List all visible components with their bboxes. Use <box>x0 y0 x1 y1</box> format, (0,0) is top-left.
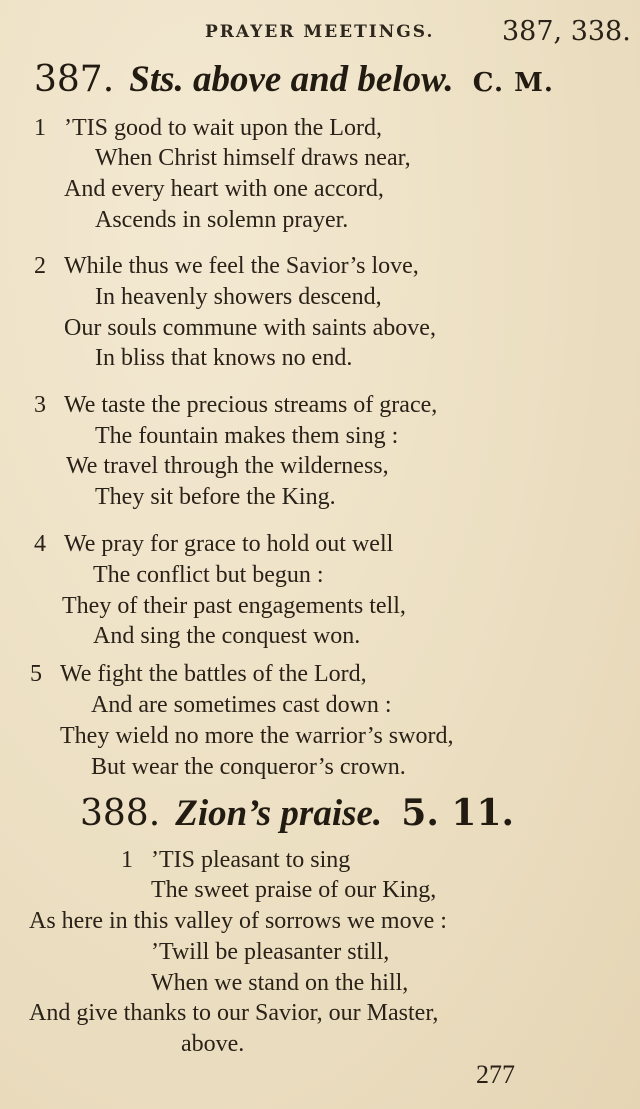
hymn-387-number: 387. <box>34 59 115 100</box>
hymn-387-line <box>95 423 398 450</box>
hymn-387-line <box>91 754 406 781</box>
verse-text: We pray for grace to hold out well <box>64 531 394 557</box>
verse-number: 2 <box>34 253 46 279</box>
verse-text: We taste the precious streams of grace, <box>64 392 438 418</box>
hymn-387-title: Sts. above and below. <box>129 59 454 100</box>
verse-text: Ascends in solemn prayer. <box>95 207 349 233</box>
verse-text: As here in this valley of sorrows we move : <box>29 908 447 934</box>
hymn-387-line <box>66 453 389 480</box>
hymn-388-heading <box>80 792 514 835</box>
hymn-387-line <box>34 115 382 142</box>
hymn-388-line <box>29 1000 438 1027</box>
running-head: PRAYER MEETINGS. <box>205 22 435 42</box>
hymn-387-line <box>34 253 419 280</box>
hymn-388-title: Zion’s praise. <box>175 793 383 834</box>
verse-text: ’TIS pleasant to sing <box>151 847 351 873</box>
page-number: 277 <box>476 1060 515 1089</box>
verse-text: Our souls commune with saints above, <box>64 315 436 341</box>
hymn-387-line <box>95 484 336 511</box>
verse-text: When we stand on the hill, <box>151 970 409 996</box>
verse-number: 1 <box>121 847 133 873</box>
hymn-387-line <box>62 593 406 620</box>
hymn-388-line <box>181 1031 244 1058</box>
verse-text: They sit before the King. <box>95 484 336 510</box>
hymn-387-line <box>34 392 437 419</box>
hymn-387-line <box>60 723 453 750</box>
verse-text: ’Twill be pleasanter still, <box>151 939 390 965</box>
verse-text: While thus we feel the Savior’s love, <box>64 253 419 279</box>
verse-text: They wield no more the warrior’s sword, <box>60 723 454 749</box>
verse-text: But wear the conqueror’s crown. <box>91 754 406 780</box>
hymn-388-number: 388. <box>80 793 161 834</box>
hymn-387-line <box>91 692 392 719</box>
hymn-387-line <box>93 562 324 589</box>
hymn-388-meter: 5. 11. <box>401 792 515 834</box>
verse-number: 3 <box>34 392 46 418</box>
verse-text: ’TIS good to wait upon the Lord, <box>64 115 382 141</box>
verse-text: And sing the conquest won. <box>93 623 361 649</box>
verse-text: And are sometimes cast down : <box>91 692 392 718</box>
verse-text: And give thanks to our Savior, our Master, <box>29 1000 439 1026</box>
hymn-number-range: 387, 338. <box>502 16 631 47</box>
hymn-387-line <box>95 284 382 311</box>
hymn-387-line <box>34 531 393 558</box>
verse-text: We fight the battles of the Lord, <box>60 661 367 687</box>
verse-number: 4 <box>34 531 46 557</box>
verse-text: above. <box>181 1031 245 1057</box>
hymn-387-line <box>64 315 436 342</box>
hymn-388-line <box>29 908 447 935</box>
hymn-387-line <box>64 176 384 203</box>
hymn-388-line <box>151 877 436 904</box>
hymn-388-line <box>121 847 350 874</box>
hymn-388-line <box>151 970 408 997</box>
verse-text: The fountain makes them sing : <box>95 423 399 449</box>
verse-text: When Christ himself draws near, <box>95 145 411 171</box>
hymn-387-line <box>95 345 352 372</box>
verse-text: The sweet praise of our King, <box>151 877 437 903</box>
verse-text: In heavenly showers descend, <box>95 284 382 310</box>
verse-text: We travel through the wilderness, <box>66 453 389 479</box>
hymn-387-meter: C. M. <box>472 68 554 98</box>
hymn-387-line <box>95 145 411 172</box>
verse-text: The conflict but begun : <box>93 562 324 588</box>
verse-text: They of their past engagements tell, <box>62 593 406 619</box>
verse-number: 1 <box>34 115 46 141</box>
verse-text: And every heart with one accord, <box>64 176 384 202</box>
hymn-387-line <box>30 661 367 688</box>
hymn-387-line <box>95 207 348 234</box>
verse-text: In bliss that knows no end. <box>95 345 353 371</box>
hymn-387-heading <box>34 58 554 101</box>
hymn-387-line <box>93 623 360 650</box>
verse-number: 5 <box>30 661 42 687</box>
hymn-388-line <box>151 939 389 966</box>
